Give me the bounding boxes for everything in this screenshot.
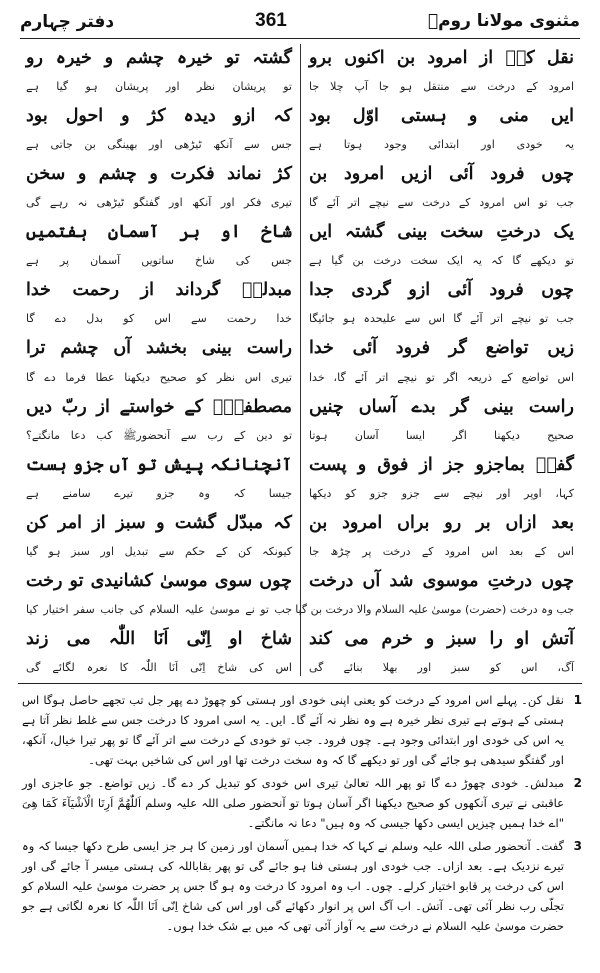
verse-column-left — [18, 44, 300, 676]
verse-line: کہ ازو دیدہ کژ و احول بود — [26, 106, 292, 127]
page-header — [20, 4, 580, 39]
verse-translation: جیسا کہ وہ جزو تیرے سامنے ہے — [26, 486, 292, 500]
verse-line: یک درختِ سخت بینی گشتہ ایں — [309, 222, 574, 243]
verse-line: مبدلشؒ گرداند از رحمت خدا — [26, 280, 292, 301]
footnote — [22, 773, 582, 833]
verse-column-right — [295, 44, 582, 676]
footnote-text: نقل کن۔ پہلے اس امرود کے درخت کو یعنی اپنی خودی اور ہستی کو چھوڑ دے پھر جل تب تجھے حاصل ہوگا اس ہستی کے ہوتے ہے تیری نظر خیرہ ہے وہ نظر نہ آئے گا۔ ایں۔ یہ اسی امرود کا درخت جس سے غلط نظر آتا ہے یہ اس کی خودی اور ابتدائی وجود ہے۔ چوں فرود۔ جب تو خودی کے درخت سے اتر آئے گا تو پھر تیرا خیال، آنکھ، اور گفتگو سیدھی ہو جائے گی اور تو دیکھے گا کہ وہ سخت درخت تھا اور اس کی شاخیں بہت تھی۔ — [22, 693, 564, 767]
verse-translation: جب تو نیچے اتر آئے گا اس سے علیحدہ ہو جائیگا — [309, 312, 574, 326]
verse-translation: جب تو نے موسیٰ علیہ السلام کی جانب سفر اختیار کیا — [26, 602, 292, 616]
verse-translation: کہا، اوپر اور نیچے سے جزو جزو کو دیکھا — [309, 486, 574, 500]
footnote — [22, 690, 582, 770]
verse-line: چوں فرود آئی ازیں امرود بن — [309, 164, 574, 185]
verse-line: آنچنانکہ پیش تو آں جزو ہست — [25, 454, 292, 475]
verse-line: بعد ازاں بر رو براں امرود بن — [309, 512, 574, 533]
verse-line: کہ مبدّل گشت و سبز از امر کن — [26, 512, 292, 533]
verse-translation: تیری اس نظر کو صحیح دیکھنا عطا فرما دے گا — [26, 370, 292, 384]
verse-line: آتش او را سبز و خرم می کند — [309, 628, 574, 649]
verse-line: نقل کنؒ از امرود بن اکنوں برو — [309, 48, 574, 68]
verse-line: ایں منی و ہستی اوّل بود — [309, 106, 574, 127]
verse-translation: جس سے آنکھ ٹیڑھی اور بھینگی بن جاتی ہے — [26, 138, 292, 152]
verse-translation: صحیح دیکھنا اگر ایسا آسان ہوتا — [309, 428, 574, 442]
verse-translation: امرود کے درخت سے منتقل ہو جا آپ چلا جا — [309, 80, 574, 94]
book-title: مثنوی مولانا رومؒ — [427, 11, 580, 31]
verse-line: کژ نماند فکرت و چشم و سخن — [26, 164, 292, 185]
footnote-marker: 3 — [573, 839, 582, 853]
verse-translation: خدا رحمت سے اس کو بدل دے گا — [26, 312, 292, 326]
verse-columns — [18, 44, 582, 676]
verse-translation: آگ، اس کو سبز اور بھلا بنائے گی — [309, 660, 574, 674]
verse-translation: کیونکہ کن کے حکم سے تبدیل اور سبز ہو گیا — [26, 544, 292, 558]
verse-translation: تو دیکھے گا کہ یہ ایک سخت درخت بن گیا ہے — [309, 254, 574, 268]
verse-translation: جس کی شاخ ساتویں آسمان پر ہے — [26, 254, 292, 268]
verse-line: گشتہ تو خیرہ چشم و خیرہ رو — [26, 48, 292, 68]
verse-line: چوں فرود آئی ازو گردی جدا — [309, 280, 574, 301]
footnotes-section — [22, 690, 582, 962]
page-number: 361 — [255, 10, 287, 31]
verse-translation: تو دین کے رب سے آنحضورﷺ کب دعا مانگتے؟ — [26, 428, 292, 442]
verse-line: چوں درختِ موسوی شد آں درخت — [309, 570, 574, 591]
footnote-divider — [18, 683, 582, 684]
verse-line: راست بینی بخشد آں چشم ترا — [26, 338, 292, 359]
verse-line: راست بینی گر بدے آساں چنیں — [309, 396, 574, 417]
verse-translation: یہ خودی اور ابتدائی وجود ہوتا ہے — [309, 138, 574, 152]
verse-translation: اس کے بعد اس امرود کے درخت پر چڑھ جا — [309, 544, 574, 558]
verse-translation: جب تو اس امرود کے درخت سے نیچے اتر آئے گا — [309, 196, 574, 210]
verse-line: شاخ او بر آسمانِ ہفتمیں — [26, 222, 292, 243]
footnote-text: مبدلش۔ خودی چھوڑ دے گا تو پھر اللہ تعالیٰ تیری اس خودی کو تبدیل کر دے گا۔ زیں تواضع۔ جو عاجزی اور عاقبتی نے تیری آنکھوں کو صحیح دیکھنا اگر آسان ہوتا تو آنحضور صلی اللہ علیہ وسلم اَللّٰھُمَّ اَرِنَا الْاَشْیَآءَ کَمَا ھِیَ "اے خدا ہمیں چیزیں ایسی دکھا جیسی کہ وہ ہیں" دعا نہ مانگتے۔ — [22, 776, 564, 830]
verse-translation: تیری فکر اور آنکھ اور گفتگو ٹیڑھی نہ رہے گی — [26, 196, 292, 210]
verse-line: گفتؒ بماجزو جز از فوق و پست — [309, 454, 574, 475]
footnote-marker: 1 — [573, 693, 582, 707]
verse-line: شاخ او اِنّی اَنَا اللّٰہ می زند — [26, 628, 292, 649]
verse-line: زیں تواضع گر فرود آئی خدا — [309, 338, 574, 359]
verse-translation: تو پریشان نظر اور پریشان ہو گیا ہے — [26, 80, 292, 94]
footnote-text: گفت۔ آنحضور صلی اللہ علیہ وسلم نے کہا کہ خدا ہمیں آسمان اور زمین کا ہر جز ایسی طرح دکھا جیسا کہ وہ تیرے نزدیک ہے۔ بعد ازاں۔ جب خودی اور ہستی فنا ہو جائے گی تو پھر بقاباللہ کی ہستی میسر آ جائے گی اور اس کی درخت پر قابو اختیار کرلے۔ چوں۔ اب وہ امرود کا درخت وہ ہو گا جس پر حضرت موسیٰ علیہ السلام کو تجلّی رب نظر آئی تھی۔ آتش۔ اب آگ اس پر انوار دکھائے گی اور اس کی شاخ اِنّی اَنَا اللّٰہ کا نعرہ لگاتی ہے جو حضرت موسیٰ علیہ السلام نے درخت سے یہ آواز آئی تھی کہ میں بے شک خدا ہوں۔ — [22, 839, 564, 933]
verse-translation: اس تواضع کے ذریعہ اگر تو نیچے اتر آئے گا، خدا — [309, 370, 574, 384]
footnote — [22, 836, 582, 936]
verse-translation: جب وہ درخت (حضرت) موسیٰ علیہ السلام والا درخت بن گیا — [295, 602, 574, 616]
verse-line: مصطفیٰؐ کے خواستے از ربّ دیں — [26, 396, 292, 417]
footnote-marker: 2 — [573, 776, 582, 790]
verse-translation: اس کی شاخ اِنّی اَنَا اللّٰہ کا نعرہ لگائے گی — [26, 660, 292, 674]
verse-line: چوں سوی موسیٰ کشانیدی تو رخت — [26, 570, 292, 591]
section-title: دفتر چہارم — [20, 11, 115, 32]
